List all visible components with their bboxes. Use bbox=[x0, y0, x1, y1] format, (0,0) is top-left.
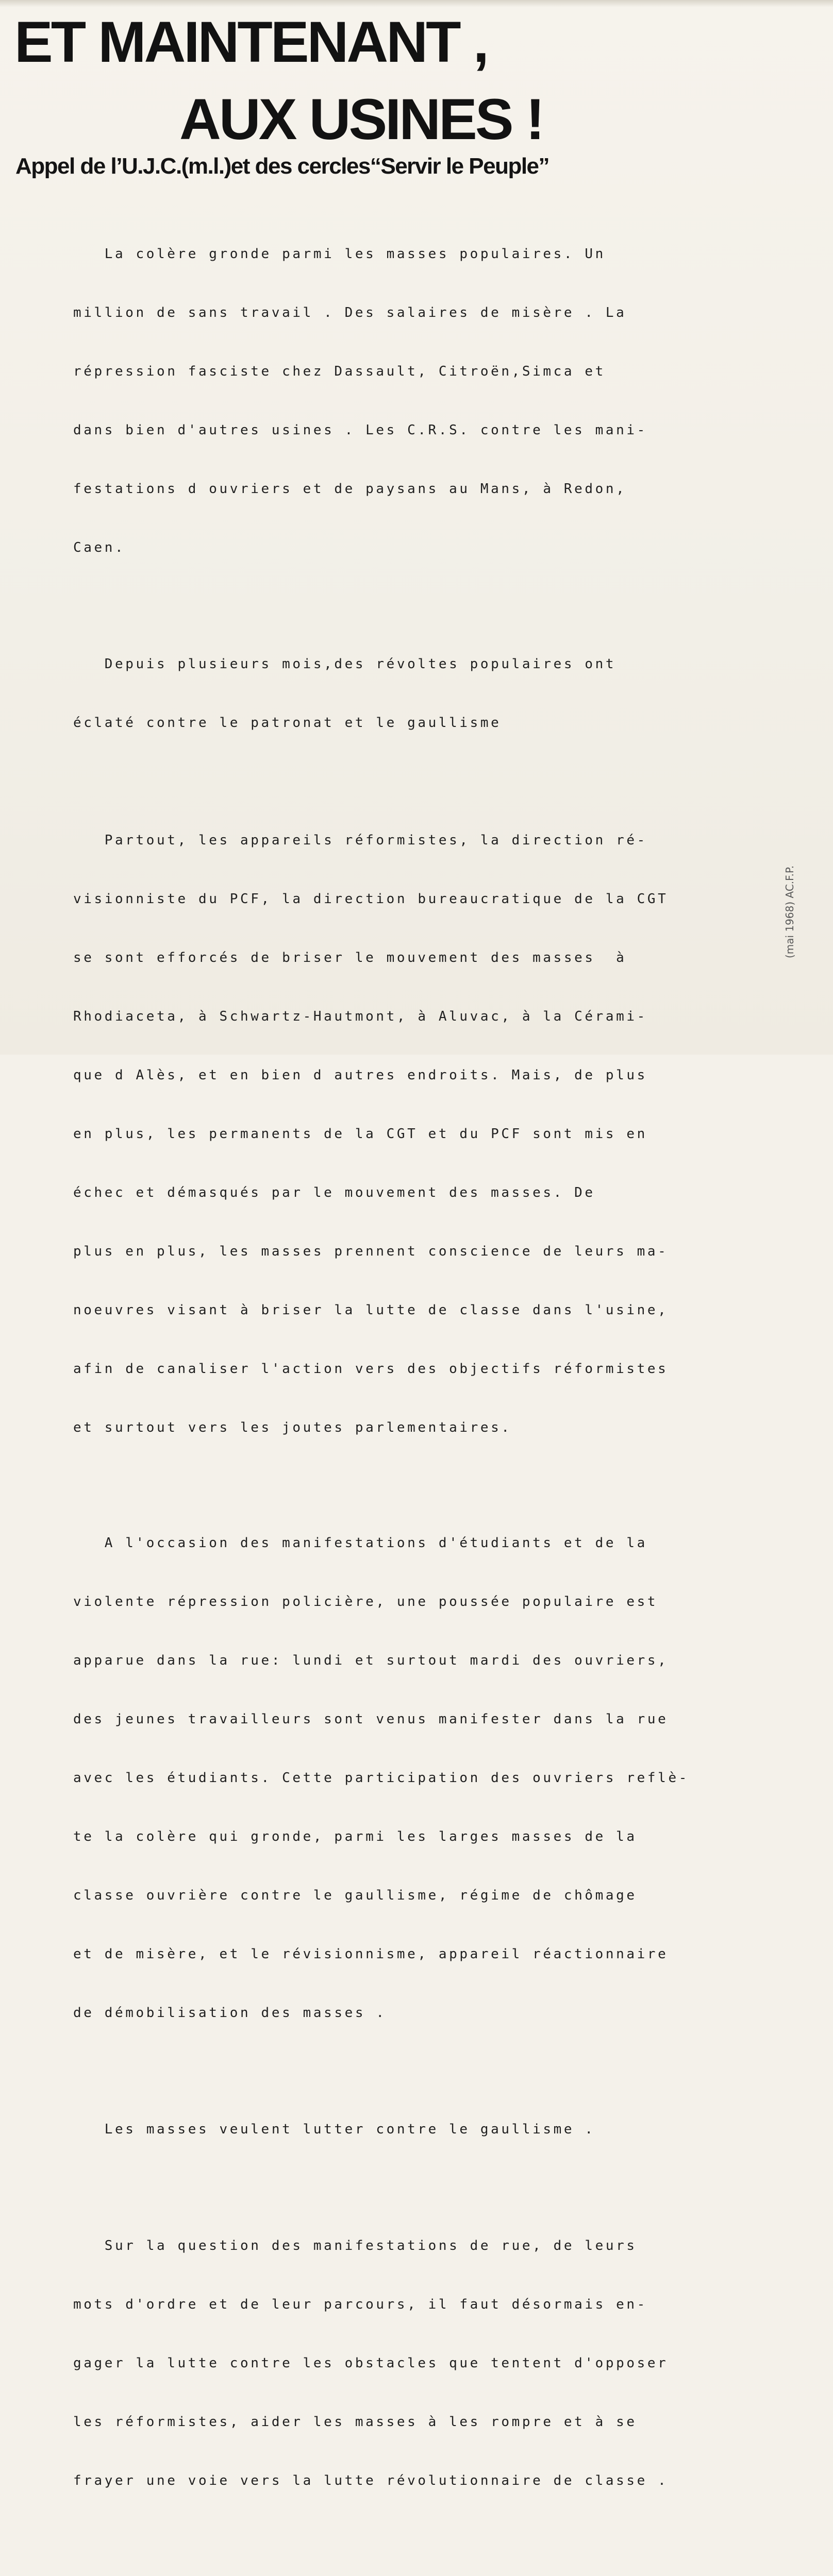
text-line: A l'occasion des manifestations d'étudiants et de la bbox=[73, 1535, 647, 1551]
paragraph-7 bbox=[73, 2549, 785, 2576]
text-line: et surtout vers les joutes parlementaires. bbox=[73, 1420, 512, 1435]
paragraph-6 bbox=[73, 2197, 785, 2530]
text-line: échec et démasqués par le mouvement des masses. De bbox=[73, 1185, 595, 1200]
text-line: des jeunes travailleurs sont venus manifester dans la rue bbox=[73, 1711, 669, 1727]
text-line: Depuis plusieurs mois,des révoltes populaires ont bbox=[73, 656, 617, 672]
headline-line-2: AUX USINES ! bbox=[179, 87, 543, 151]
handwritten-margin-note: (mai 1968) AC.F.P. bbox=[784, 865, 796, 958]
text-line: dans bien d'autres usines . Les C.R.S. contre les mani- bbox=[73, 422, 647, 438]
text-line: festations d ouvriers et de paysans au Mans, à Redon, bbox=[73, 481, 627, 497]
headline-line-1: ET MAINTENANT , bbox=[14, 10, 487, 74]
text-line: de démobilisation des masses . bbox=[73, 2005, 387, 2021]
text-line: mots d'ordre et de leur parcours, il faut désormais en- bbox=[73, 2297, 647, 2312]
text-line: les réformistes, aider les masses à les rompre et à se bbox=[73, 2414, 637, 2430]
text-line: Rhodiaceta, à Schwartz-Hautmont, à Aluvac, à la Cérami- bbox=[73, 1009, 647, 1024]
text-line: plus en plus, les masses prennent conscience de leurs ma- bbox=[73, 1244, 669, 1259]
text-line: visionniste du PCF, la direction bureaucratique de la CGT bbox=[73, 891, 669, 907]
text-line: million de sans travail . Des salaires de misère . La bbox=[73, 305, 627, 320]
paragraph-1 bbox=[73, 205, 785, 597]
paragraph-2 bbox=[73, 615, 785, 772]
text-line: éclaté contre le patronat et le gaullisme bbox=[73, 715, 502, 731]
text-line: se sont efforcés de briser le mouvement des masses à bbox=[73, 950, 627, 965]
text-line: afin de canaliser l'action vers des objectifs réformistes bbox=[73, 1361, 669, 1377]
text-line: Sur la question des manifestations de rue, de leurs bbox=[73, 2238, 637, 2253]
text-line: frayer une voie vers la lutte révolutionnaire de classe . bbox=[73, 2473, 669, 2488]
subtitle: Appel de l’U.J.C.(m.l.)et des cercles“Servir le Peuple” bbox=[15, 154, 549, 179]
text-line: te la colère qui gronde, parmi les larges masses de la bbox=[73, 1829, 637, 1844]
text-line: que d Alès, et en bien d autres endroits. Mais, de plus bbox=[73, 1067, 647, 1083]
text-line: Les masses veulent lutter contre le gaullisme . bbox=[73, 2122, 595, 2137]
text-line: La colère gronde parmi les masses populaires. Un bbox=[73, 246, 606, 262]
text-line: noeuvres visant à briser la lutte de classe dans l'usine, bbox=[73, 1302, 669, 1318]
text-line: répression fasciste chez Dassault, Citroën,Simca et bbox=[73, 364, 606, 379]
text-line: apparue dans la rue: lundi et surtout mardi des ouvriers, bbox=[73, 1653, 669, 1668]
paragraph-5 bbox=[73, 2080, 785, 2178]
text-line: avec les étudiants. Cette participation des ouvriers reflè- bbox=[73, 1770, 689, 1786]
text-line: en plus, les permanents de la CGT et du PCF sont mis en bbox=[73, 1126, 647, 1142]
body-text bbox=[73, 205, 785, 2576]
text-line: violente répression policière, une poussée populaire est bbox=[73, 1594, 658, 1609]
text-line: gager la lutte contre les obstacles que tentent d'opposer bbox=[73, 2355, 669, 2371]
text-line: et de misère, et le révisionnisme, appareil réactionnaire bbox=[73, 1946, 669, 1962]
text-line: classe ouvrière contre le gaullisme, régime de chômage bbox=[73, 1888, 637, 1903]
text-line: Caen. bbox=[73, 540, 126, 555]
text-line: Partout, les appareils réformistes, la direction ré- bbox=[73, 833, 647, 848]
paragraph-4 bbox=[73, 1494, 785, 2062]
paragraph-3 bbox=[73, 791, 785, 1477]
